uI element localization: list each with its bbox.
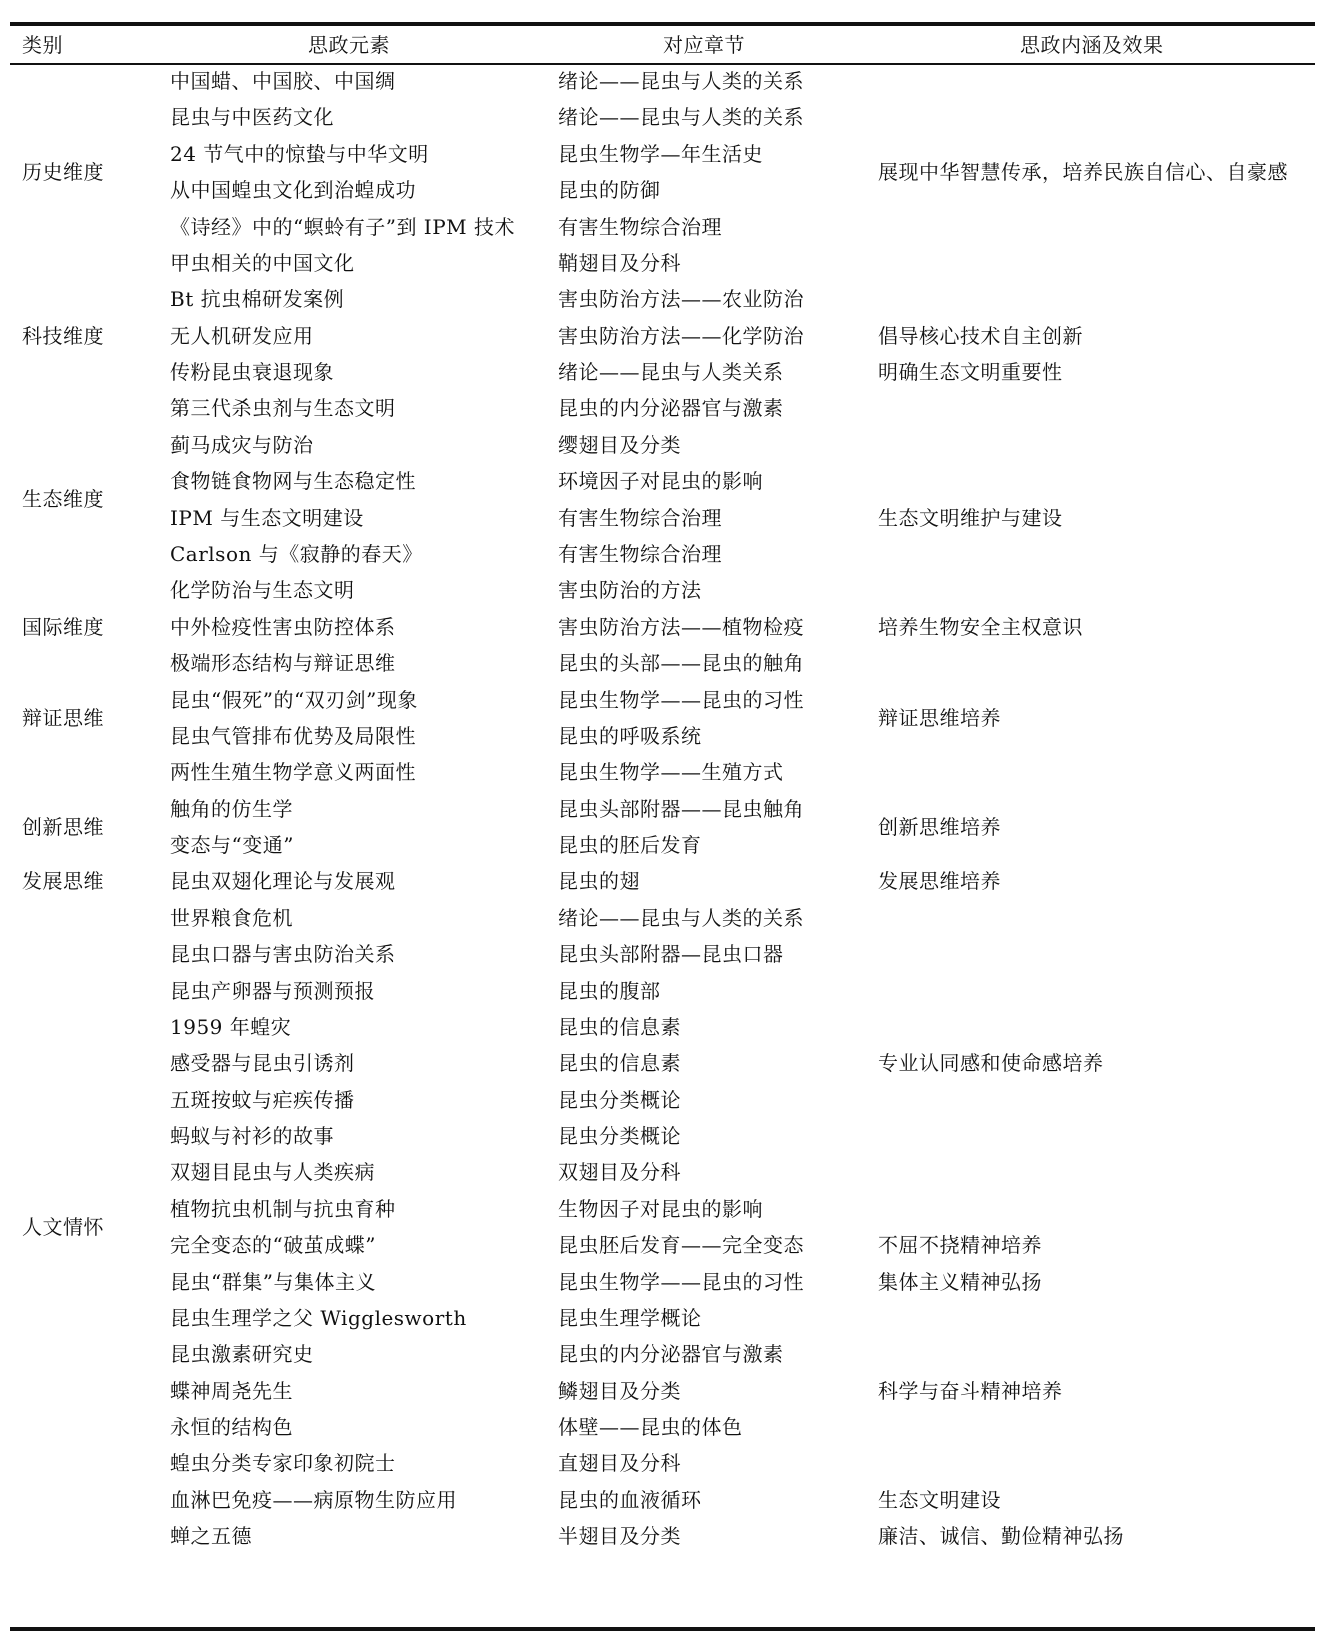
chapter-cell: 昆虫的内分泌器官与激素 [558, 1342, 784, 1367]
effect-cell: 发展思维培养 [878, 869, 1001, 894]
header-chapter: 对应章节 [663, 33, 745, 57]
element-cell: 变态与“变通” [170, 833, 294, 857]
element-cell: 1959 年蝗灾 [170, 1014, 292, 1039]
chapter-cell: 昆虫生理学概论 [558, 1305, 702, 1330]
element-cell: 完全变态的“破茧成蝶” [170, 1233, 376, 1258]
element-cell: 第三代杀虫剂与生态文明 [170, 396, 396, 421]
effect-cell: 专业认同感和使命感培养 [878, 1051, 1104, 1076]
header-effect: 思政内涵及效果 [1020, 33, 1164, 57]
effect-cell: 辩证思维培养 [878, 705, 1001, 730]
element-cell: 植物抗虫机制与抗虫育种 [170, 1196, 396, 1221]
effect-cell: 不屈不挠精神培养 [878, 1233, 1042, 1258]
element-cell: 五斑按蚊与疟疾传播 [170, 1087, 355, 1112]
element-cell: 蚂蚁与衬衫的故事 [170, 1124, 334, 1148]
element-cell: 昆虫“群集”与集体主义 [170, 1269, 376, 1294]
element-cell: 昆虫双翅化理论与发展观 [170, 869, 396, 894]
chapter-cell: 生物因子对昆虫的影响 [558, 1196, 763, 1221]
element-cell: 甲虫相关的中国文化 [170, 250, 355, 275]
chapter-cell: 绪论——昆虫与人类的关系 [558, 105, 804, 130]
chapter-cell: 有害生物综合治理 [558, 214, 722, 239]
effect-cell: 生态文明维护与建设 [878, 505, 1063, 530]
category-cell: 科技维度 [22, 323, 104, 348]
element-cell: 昆虫气管排布优势及局限性 [170, 723, 416, 748]
chapter-cell: 有害生物综合治理 [558, 541, 722, 566]
element-cell: 化学防治与生态文明 [170, 578, 355, 603]
chapter-cell: 鳞翅目及分类 [558, 1378, 681, 1403]
element-cell: 24 节气中的惊蛰与中华文明 [170, 141, 429, 166]
chapter-cell: 环境因子对昆虫的影响 [558, 469, 763, 494]
chapter-cell: 昆虫的翅 [558, 869, 640, 894]
chapter-cell: 有害生物综合治理 [558, 505, 722, 530]
chapter-cell: 缨翅目及分类 [558, 432, 681, 457]
chapter-cell: 昆虫的腹部 [558, 978, 661, 1003]
header-element: 思政元素 [308, 33, 390, 57]
category-cell: 人文情怀 [22, 1215, 104, 1239]
chapter-cell: 害虫防治的方法 [558, 578, 702, 603]
effect-cell: 明确生态文明重要性 [878, 360, 1063, 384]
chapter-cell: 鞘翅目及分科 [558, 250, 681, 275]
chapter-cell: 绪论——昆虫与人类的关系 [558, 69, 804, 93]
effect-cell: 集体主义精神弘扬 [878, 1269, 1042, 1294]
effect-cell: 展现中华智慧传承，培养民族自信心、自豪感 [878, 159, 1288, 184]
element-cell: 永恒的结构色 [170, 1415, 293, 1440]
element-cell: 昆虫产卵器与预测预报 [170, 978, 375, 1003]
chapter-cell: 昆虫头部附器—昆虫口器 [558, 942, 784, 967]
element-cell: Carlson 与《寂静的春天》 [170, 541, 423, 566]
chapter-cell: 昆虫生物学——生殖方式 [558, 760, 784, 785]
chapter-cell: 昆虫胚后发育——完全变态 [558, 1233, 804, 1258]
chapter-cell: 昆虫生物学—年生活史 [558, 141, 763, 166]
chapter-cell: 双翅目及分科 [558, 1160, 681, 1185]
element-cell: IPM 与生态文明建设 [170, 505, 364, 530]
element-cell: 中外检疫性害虫防控体系 [170, 614, 396, 639]
chapter-cell: 昆虫的胚后发育 [558, 833, 702, 857]
element-cell: 从中国蝗虫文化到治蝗成功 [170, 178, 416, 203]
chapter-cell: 昆虫的信息素 [558, 1051, 681, 1076]
element-cell: 昆虫口器与害虫防治关系 [170, 942, 396, 967]
category-cell: 创新思维 [22, 814, 104, 839]
chapter-cell: 昆虫的血液循环 [558, 1487, 702, 1512]
element-cell: Bt 抗虫棉研发案例 [170, 287, 345, 312]
element-cell: 触角的仿生学 [170, 796, 293, 821]
element-cell: 昆虫“假死”的“双刃剑”现象 [170, 687, 418, 712]
element-cell: 食物链食物网与生态稳定性 [170, 469, 416, 494]
table-bottom-rule [10, 1627, 1315, 1631]
element-cell: 蓟马成灾与防治 [170, 432, 314, 457]
element-cell: 蝉之五德 [170, 1524, 252, 1549]
chapter-cell: 害虫防治方法——农业防治 [558, 287, 804, 312]
category-cell: 国际维度 [22, 614, 104, 639]
chapter-cell: 害虫防治方法——植物检疫 [558, 614, 804, 639]
element-cell: 昆虫生理学之父 Wigglesworth [170, 1305, 467, 1330]
element-cell: 无人机研发应用 [170, 323, 314, 348]
category-cell: 历史维度 [22, 159, 104, 184]
element-cell: 昆虫与中医药文化 [170, 105, 334, 130]
element-cell: 蝶神周尧先生 [170, 1378, 293, 1403]
element-cell: 《诗经》中的“螟蛉有子”到 IPM 技术 [170, 214, 515, 239]
chapter-cell: 昆虫头部附器——昆虫触角 [558, 796, 804, 821]
chapter-cell: 害虫防治方法——化学防治 [558, 323, 804, 348]
element-cell: 血淋巴免疫——病原物生防应用 [170, 1487, 457, 1512]
chapter-cell: 昆虫分类概论 [558, 1087, 681, 1112]
element-cell: 极端形态结构与辩证思维 [170, 651, 396, 676]
effect-cell: 创新思维培养 [878, 814, 1001, 839]
category-cell: 生态维度 [22, 487, 104, 512]
element-cell: 世界粮食危机 [170, 905, 293, 930]
chapter-cell: 昆虫的头部——昆虫的触角 [558, 651, 804, 676]
effect-cell: 培养生物安全主权意识 [878, 614, 1083, 639]
chapter-cell: 昆虫的防御 [558, 178, 661, 203]
element-cell: 传粉昆虫衰退现象 [170, 360, 334, 384]
element-cell: 两性生殖生物学意义两面性 [170, 760, 416, 785]
element-cell: 双翅目昆虫与人类疾病 [170, 1160, 375, 1185]
chapter-cell: 直翅目及分科 [558, 1451, 681, 1476]
chapter-cell: 昆虫分类概论 [558, 1124, 681, 1148]
chapter-cell: 绪论——昆虫与人类的关系 [558, 905, 804, 930]
element-cell: 感受器与昆虫引诱剂 [170, 1051, 355, 1076]
element-cell: 中国蜡、中国胶、中国绸 [170, 69, 396, 93]
chapter-cell: 绪论——昆虫与人类关系 [558, 360, 784, 384]
effect-cell: 生态文明建设 [878, 1487, 1001, 1512]
element-cell: 蝗虫分类专家印象初院士 [170, 1451, 396, 1476]
category-cell: 发展思维 [22, 869, 104, 894]
chapter-cell: 昆虫的内分泌器官与激素 [558, 396, 784, 421]
effect-cell: 廉洁、诚信、勤俭精神弘扬 [878, 1524, 1124, 1549]
category-cell: 辩证思维 [22, 705, 104, 730]
chapter-cell: 昆虫的呼吸系统 [558, 723, 702, 748]
effect-cell: 倡导核心技术自主创新 [878, 323, 1083, 348]
effect-cell: 科学与奋斗精神培养 [878, 1378, 1063, 1403]
chapter-cell: 昆虫生物学——昆虫的习性 [558, 1269, 804, 1294]
element-cell: 昆虫激素研究史 [170, 1342, 314, 1367]
chapter-cell: 半翅目及分类 [558, 1524, 681, 1549]
chapter-cell: 昆虫生物学——昆虫的习性 [558, 687, 804, 712]
chapter-cell: 体壁——昆虫的体色 [558, 1415, 743, 1440]
chapter-cell: 昆虫的信息素 [558, 1014, 681, 1039]
header-category: 类别 [22, 33, 63, 57]
